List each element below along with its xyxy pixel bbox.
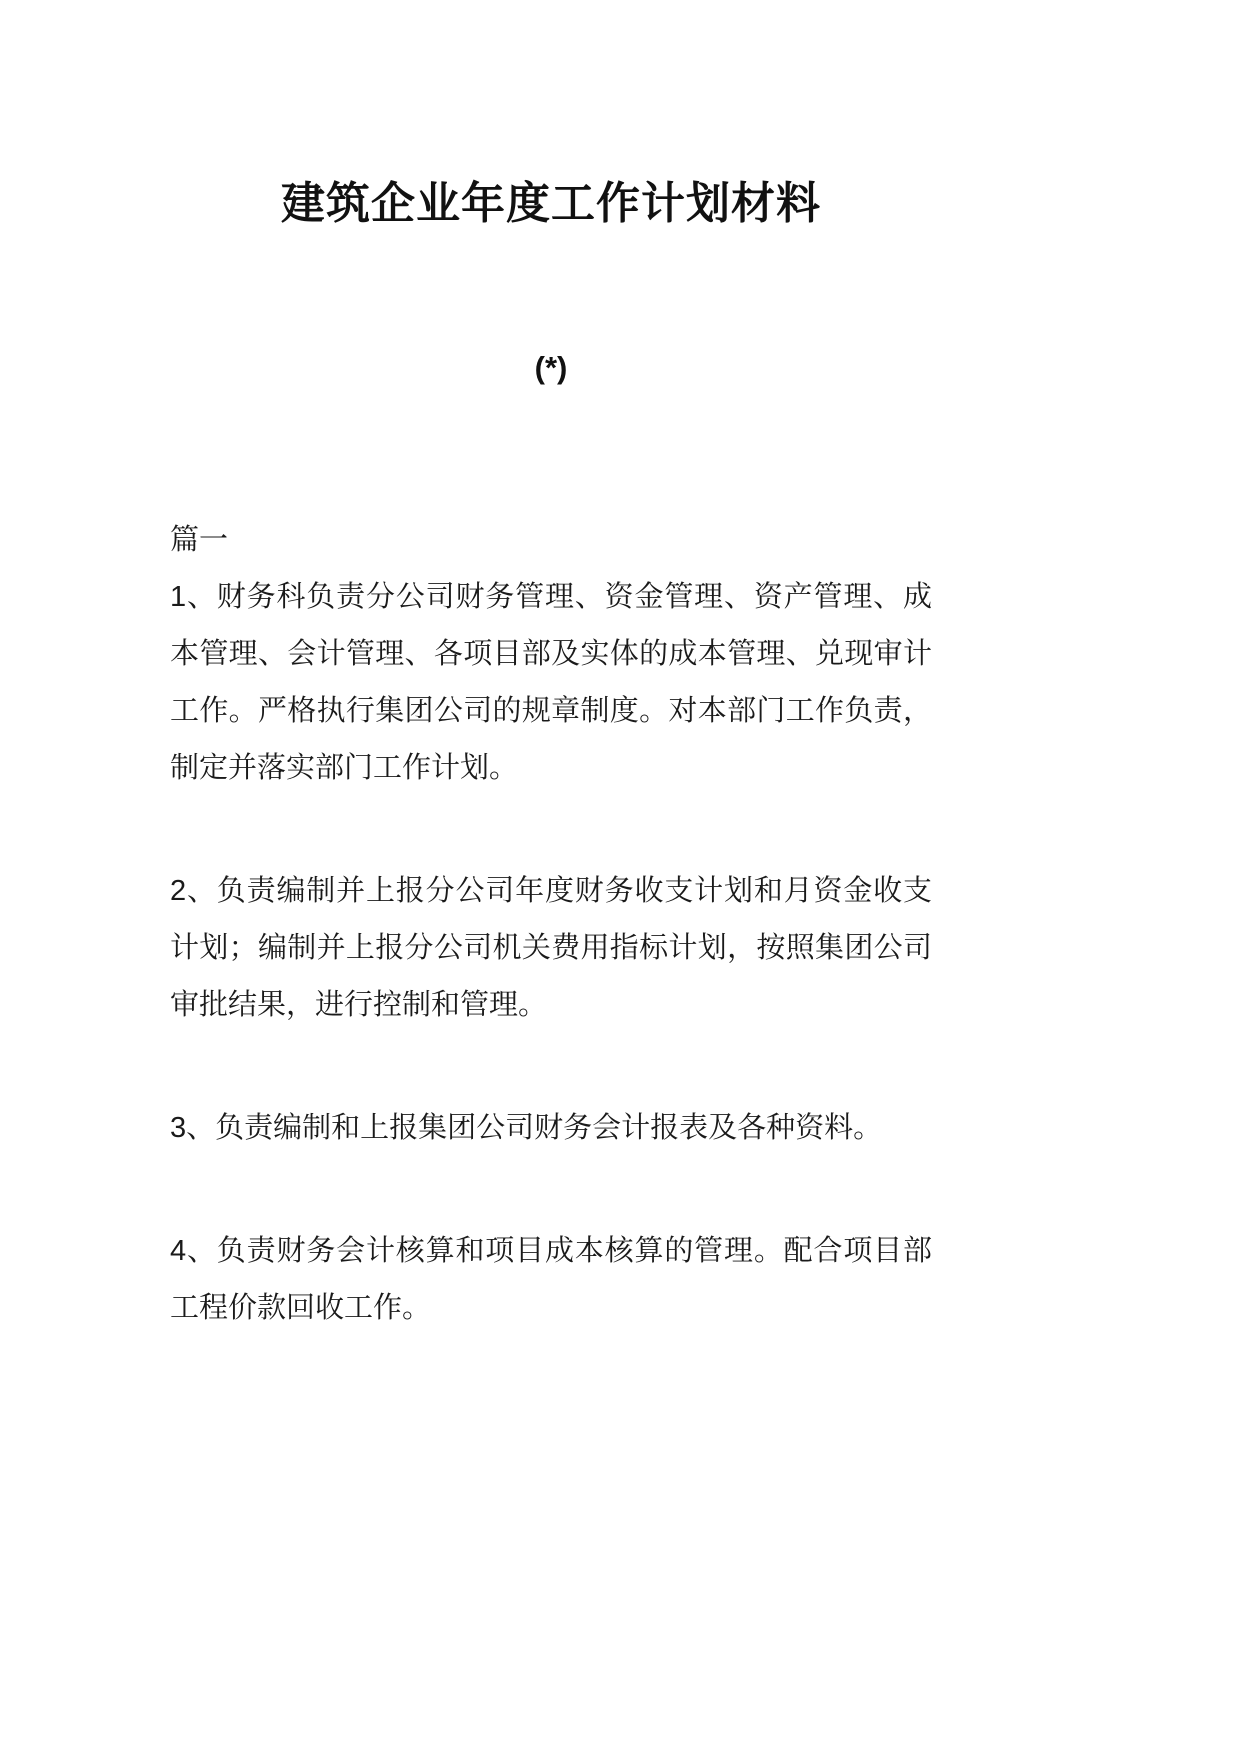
paragraph-4: 4、负责财务会计核算和项目成本核算的管理。配合项目部工程价款回收工作。: [170, 1234, 932, 1324]
document-body: [170, 569, 932, 1337]
section-heading: 篇一: [170, 523, 229, 556]
paragraph-3: 3、负责编制和上报集团公司财务会计报表及各种资料。: [170, 1111, 883, 1144]
document-subtitle: (*): [534, 349, 568, 385]
paragraph-2: 2、负责编制并上报分公司年度财务收支计划和月资金收支计划；编制并上报分公司机关费用指标计划，按照集团公司审批结果，进行控制和管理。: [170, 874, 932, 1021]
paragraph-1: 1、财务科负责分公司财务管理、资金管理、资产管理、成本管理、会计管理、各项目部及实体的成本管理、兑现审计工作。严格执行集团公司的规章制度。对本部门工作负责，制定并落实部门工作计划。: [170, 580, 932, 784]
document-title: 建筑企业年度工作计划材料: [281, 179, 821, 228]
